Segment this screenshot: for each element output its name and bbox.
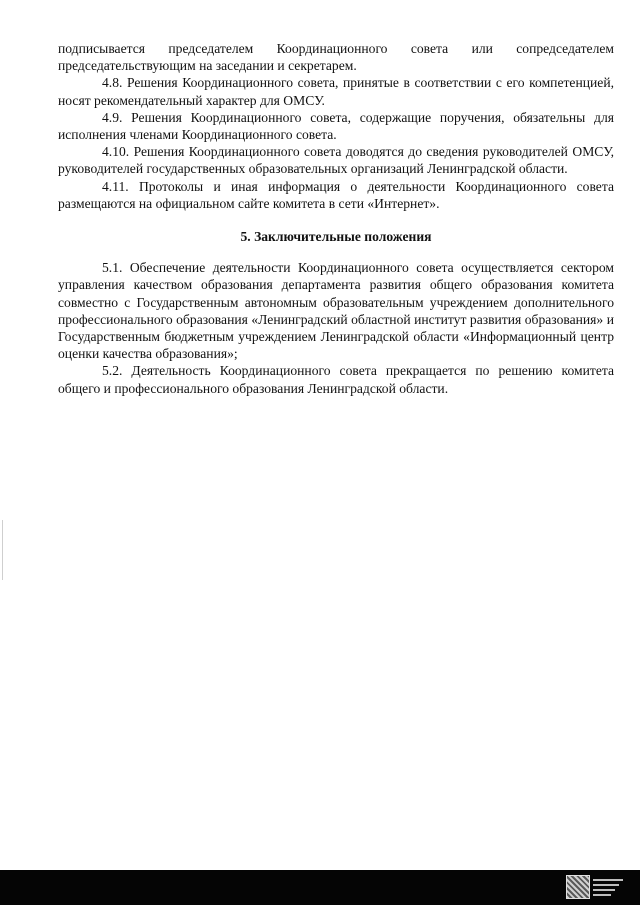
paragraph-4-8: 4.8. Решения Координационного совета, принятые в соответствии с его компетенцией, носят рекомендательный характер для ОМСУ. <box>58 75 614 108</box>
paragraph-5-1: 5.1. Обеспечение деятельности Координационного совета осуществляется сектором управления качеством образования департамента развития общего образования комитета совместно с Государственным автономным образовательным учреждением дополнительного профессионального образования «Ленинградский областной институт развития образования» и Государственным бюджетным учреждением Ленинградской области «Информационный центр оценки качества образования»; <box>58 260 614 362</box>
footer-bar <box>0 870 640 905</box>
paragraph-4-9: 4.9. Решения Координационного совета, содержащие поручения, обязательны для исполнения членами Координационного совета. <box>58 109 614 143</box>
paragraph-signing: подписывается председателем Координационного совета или сопредседателем председательствующим на заседании и секретарем. <box>58 41 614 74</box>
paragraph-4-11: 4.11. Протоколы и иная информация о деятельности Координационного совета размещаются на официальном сайте комитета в сети «Интернет». <box>58 178 614 211</box>
document-body <box>58 40 614 397</box>
paragraph-4-10: 4.10. Решения Координационного совета доводятся до сведения руководителей ОМСУ, руководителей государственных образовательных организаций Ленинградской области. <box>58 144 614 177</box>
stamp-text-lines <box>593 879 623 896</box>
section-heading: 5. Заключительные положения <box>240 229 432 245</box>
document-stamp <box>566 874 626 900</box>
paragraph-5-2: 5.2. Деятельность Координационного совета прекращается по решению комитета общего и профессионального образования Ленинградской области. <box>58 363 614 396</box>
scan-edge-mark <box>2 520 3 580</box>
stamp-seal-icon <box>566 875 590 899</box>
